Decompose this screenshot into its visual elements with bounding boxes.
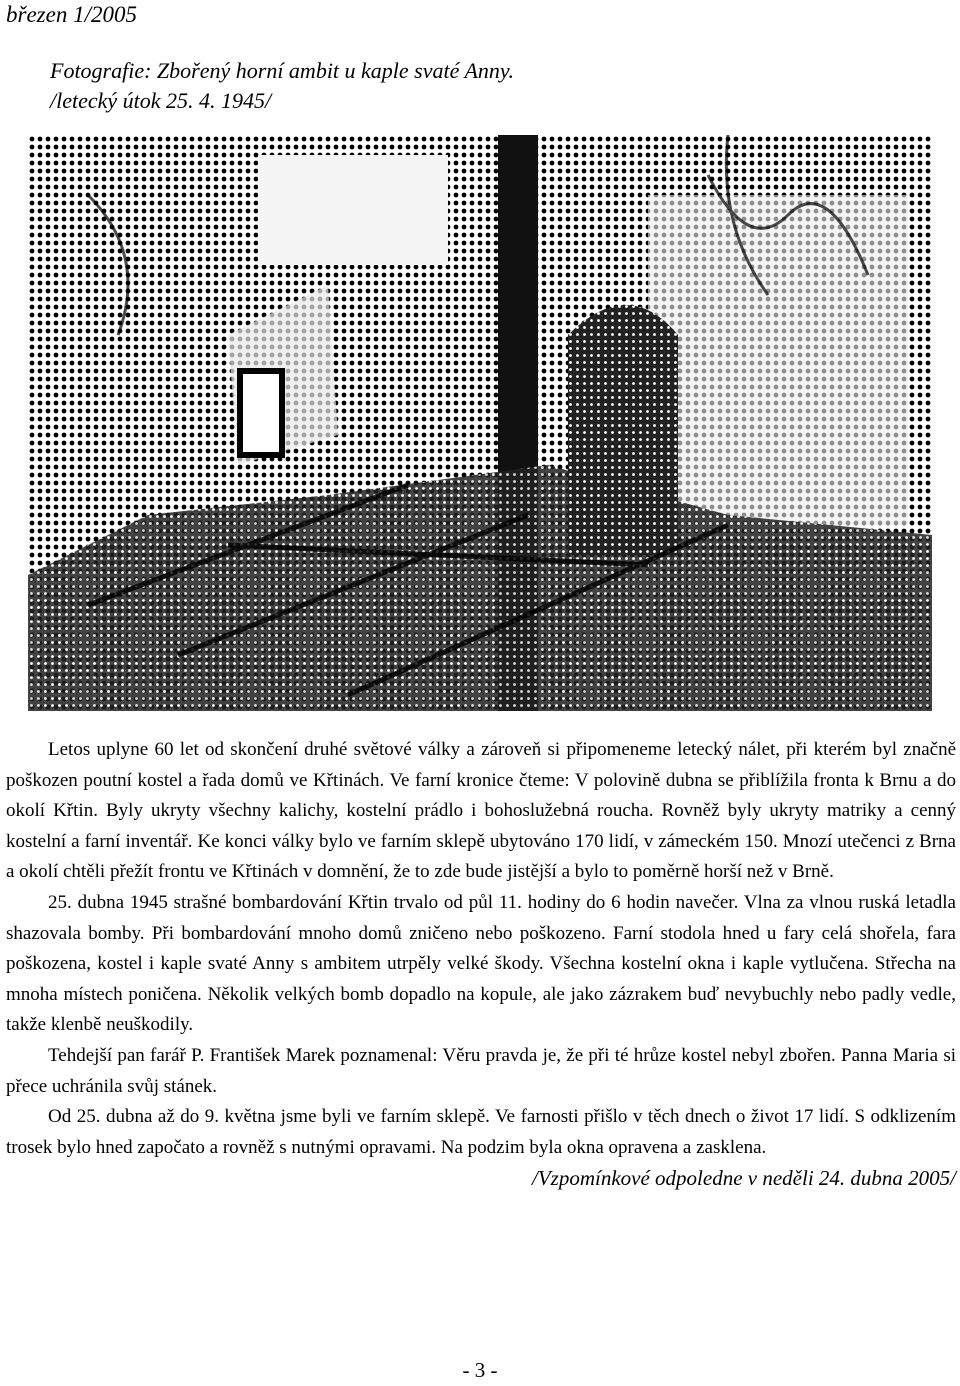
ruined-ambit-photo [28,135,932,711]
caption-line-2: /letecký útok 25. 4. 1945/ [50,88,272,113]
issue-header: březen 1/2005 [6,2,137,27]
photo-caption [50,56,514,116]
page-number: - 3 - [462,1358,498,1382]
article-signoff: /Vzpomínkové odpoledne v neděli 24. dubna 2005/ [532,1166,956,1191]
article-body [6,735,956,1194]
paragraph-3: Tehdejší pan farář P. František Marek poznamenal: Věru pravda je, že při té hrůze kostel nebyl zbořen. Panna Maria si přece uchránila svůj stánek. [6,1044,956,1097]
paragraph-4: Od 25. dubna až do 9. května jsme byli ve farním sklepě. Ve farnosti přišlo v těch dnech o život 17 lidí. S odklizením trosek bylo hned započato a rovněž s nutnými opravami. Na podzim byla okna opravena a zasklena. [6,1106,956,1158]
paragraph-1: Letos uplyne 60 let od skončení druhé světové války a zároveň si připomeneme letecký nálet, při kterém byl značně poškozen poutní kostel a řada domů ve Křtinách. Ve farní kronice čteme: V polovině dubna se přiblížila fronta k Brnu a do okolí Křtin. Byly ukryty všechny kalichy, kostelní prádlo i bohoslužebná roucha. Rovněž byly ukryty matriky a cenný kostelní a farní inventář. Ke konci války bylo ve farním sklepě ubytováno 170 lidí, v zámeckém 150. Mnozí utečenci z Brna a okolí chtěli přežít frontu ve Křtinách v domnění, že to zde bude jistější a bylo to poměrně horší než v Brně. [6,739,956,883]
caption-line-1: Fotografie: Zbořený horní ambit u kaple svaté Anny. [50,58,514,83]
paragraph-2: 25. dubna 1945 strašné bombardování Křtin trvalo od půl 11. hodiny do 6 hodin navečer. Vlna za vlnou ruská letadla shazovala bomby. Při bombardování mnoho domů zničeno nebo poškozeno. Farní stodola hned u fary celá shořela, fara poškozena, kostel i kaple svaté Anny s ambitem utrpěly velké škody. Všechna kostelní okna i kaple vytlučena. Střecha na mnoha místech poničena. Několik velkých bomb dopadlo na kopule, ale jako zázrakem buď nevybuchly nebo padly vedle, takže klenbě neuškodily. [6,891,956,1036]
